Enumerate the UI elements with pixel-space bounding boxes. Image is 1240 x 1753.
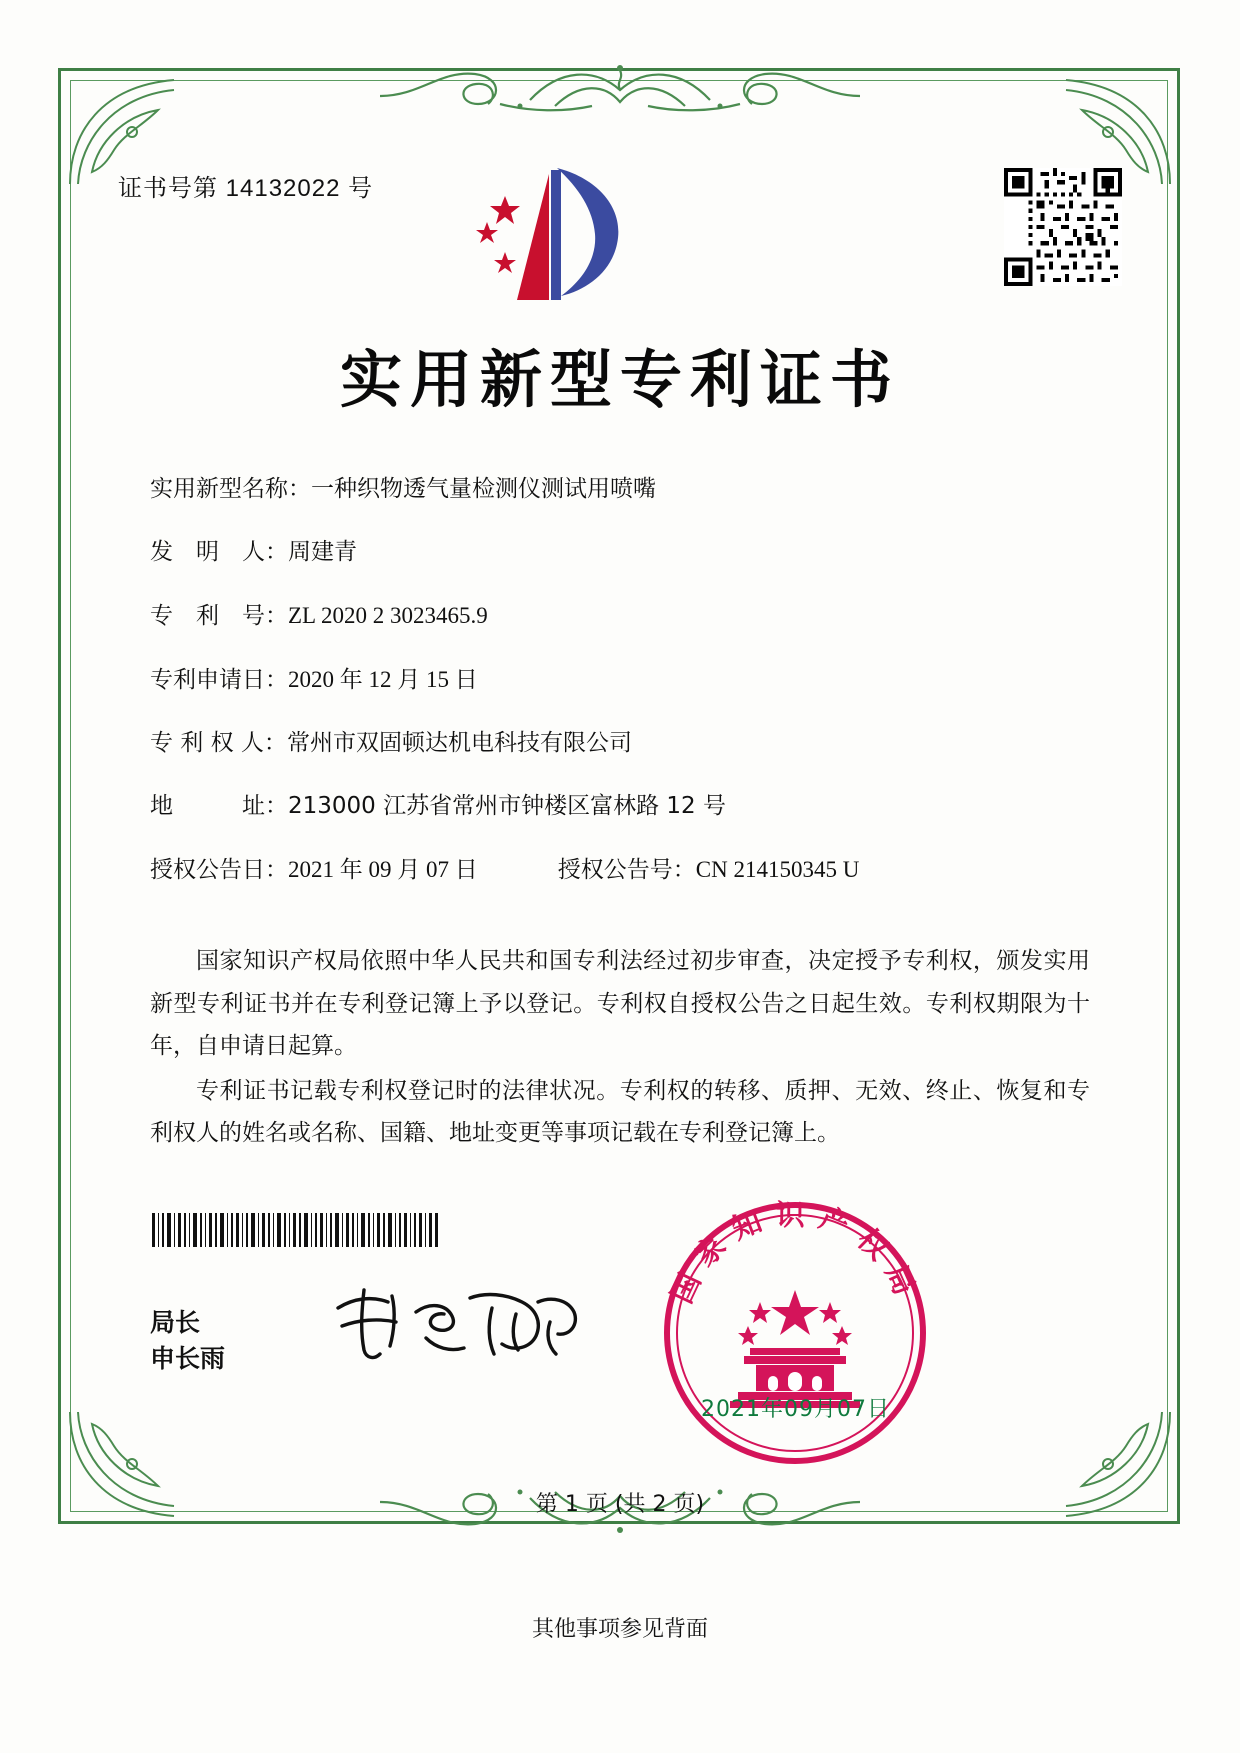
field-value-patentee: 常州市双固顿达机电科技有限公司 bbox=[286, 730, 632, 756]
official-seal-icon bbox=[660, 1198, 930, 1468]
signature-role: 局长 bbox=[150, 1308, 201, 1337]
field-row-name bbox=[150, 478, 1090, 501]
field-row-inventor bbox=[150, 541, 1090, 564]
field-value-grant-date: 2021 年 09 月 07 日 bbox=[288, 857, 478, 882]
back-side-note: 其他事项参见背面 bbox=[531, 1617, 708, 1642]
field-label-patent-number: 专 利 号： bbox=[150, 603, 288, 629]
field-value-inventor: 周建青 bbox=[288, 539, 357, 565]
svg-text:国家知识产权局: 国家知识产权局 bbox=[664, 1198, 927, 1311]
field-list bbox=[150, 478, 1090, 922]
field-value-address: 213000 江苏省常州市钟楼区富林路 12 号 bbox=[288, 793, 726, 819]
field-row-patent-number bbox=[150, 604, 1090, 628]
signature-name: 申长雨 bbox=[150, 1344, 226, 1374]
handwritten-signature-icon bbox=[330, 1278, 580, 1368]
field-label-patentee: 专 利 权 人： bbox=[150, 730, 287, 756]
field-row-address bbox=[150, 795, 1090, 818]
qr-code-icon bbox=[1004, 168, 1122, 286]
page-number: 第 1 页 (共 2 页) bbox=[535, 1492, 705, 1517]
field-label-inventor: 发 明 人： bbox=[150, 539, 288, 565]
field-label-address: 地 址： bbox=[150, 793, 288, 819]
field-value-grant-number: CN 214150345 U bbox=[695, 857, 860, 882]
field-row-application-date bbox=[150, 668, 1090, 692]
field-row-grant bbox=[150, 858, 1090, 882]
legal-paragraph-2: 专利证书记载专利权登记时的法律状况。专利权的转移、质押、无效、终止、恢复和专利权人的姓名或名称、国籍、地址变更等事项记载在专利登记簿上。 bbox=[150, 1077, 1090, 1147]
page-title: 实用新型专利证书 bbox=[339, 343, 900, 416]
certificate-number: 证书号第 14132022 号 bbox=[118, 175, 374, 202]
field-value-application-date: 2020 年 12 月 15 日 bbox=[288, 667, 478, 692]
cnipa-logo-icon bbox=[465, 160, 645, 310]
legal-text bbox=[150, 940, 1090, 1157]
field-value-utility-model-name: 一种织物透气量检测仪测试用喷嘴 bbox=[311, 476, 656, 502]
field-value-patent-number: ZL 2020 2 3023465.9 bbox=[288, 603, 488, 628]
field-label-grant-number: 授权公告号： bbox=[557, 857, 696, 883]
legal-paragraph-1: 国家知识产权局依照中华人民共和国专利法经过初步审查，决定授予专利权，颁发实用新型专利证书并在专利登记簿上予以登记。专利权自授权公告之日起生效。专利权期限为十年，自申请日起算。 bbox=[150, 948, 1090, 1060]
field-label-grant-date: 授权公告日： bbox=[150, 857, 288, 883]
barcode-icon bbox=[150, 1213, 440, 1247]
field-row-patentee bbox=[150, 732, 1090, 755]
signature-block bbox=[150, 1305, 225, 1378]
seal-date: 2021年09月07日 bbox=[701, 1397, 890, 1422]
field-label-application-date: 专利申请日： bbox=[150, 667, 288, 693]
field-label-utility-model-name: 实用新型名称： bbox=[150, 476, 311, 502]
